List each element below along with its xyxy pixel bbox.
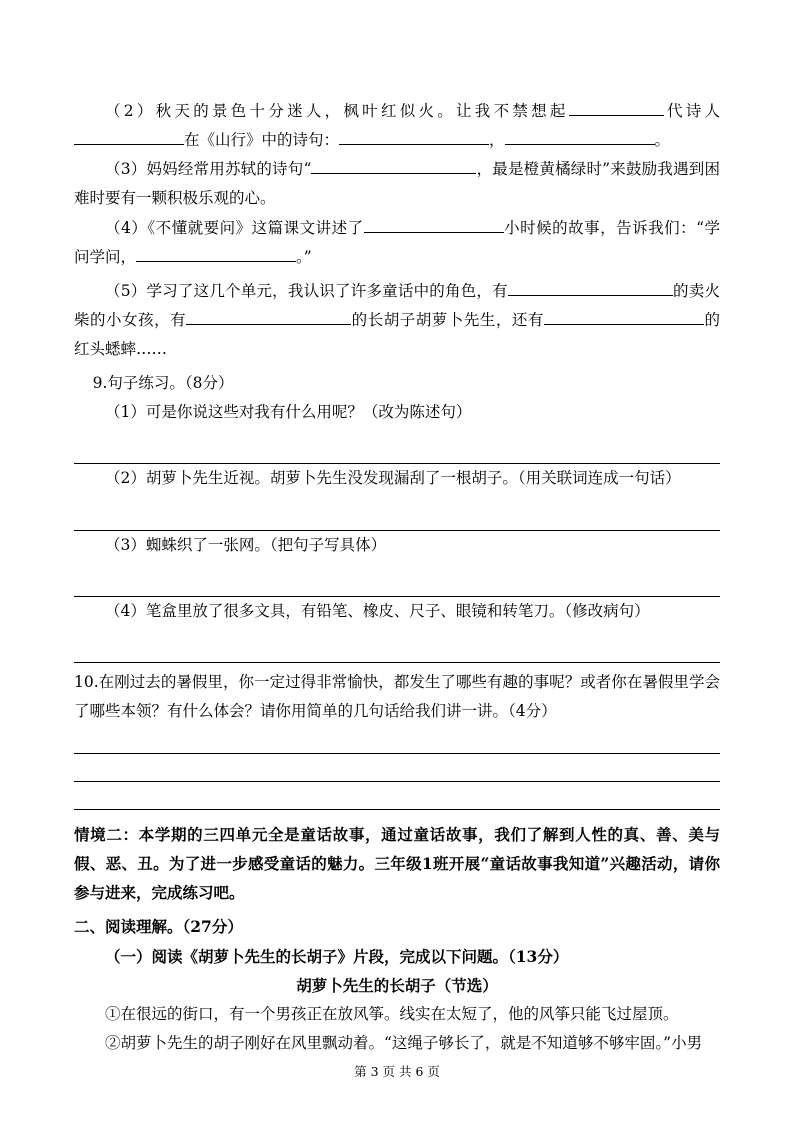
question-text: 的长胡子胡萝卜先生，还有	[351, 310, 544, 329]
answer-blank	[311, 159, 476, 175]
answer-blank	[364, 217, 504, 233]
question-9-item-2: （2）胡萝卜先生近视。胡萝卜先生没发现漏刮了一根胡子。（用关联词连成一句话）	[105, 469, 681, 488]
question-text: （5）学习了这几个单元，我认识了许多童话中的角色，有	[105, 281, 508, 300]
section-2-heading: 二、阅读理解。（27分）	[74, 917, 243, 937]
answer-blank	[136, 246, 296, 262]
question-10-prompt: 10.在刚过去的暑假里，你一定过得非常愉快，都发生了哪些有趣的事呢？或者你在暑假里学会了哪些本领？有什么体会？请你用简单的几句话给我们讲一讲。（4分）	[74, 672, 720, 720]
answer-line	[74, 427, 720, 464]
passage-title: 胡萝卜先生的长胡子（节选）	[296, 975, 498, 995]
question-text: 小时候的故事，告诉我们：“学问学问，	[74, 218, 720, 266]
passage-paragraph-1: ①在很远的街口，有一个男孩正在放风筝。线实在太短了，他的风筝只能飞过屋顶。	[105, 1004, 679, 1023]
fill-blank-question-5	[74, 277, 720, 364]
question-9-item-1: （1）可是你说这些对我有什么用呢？（改为陈述句）	[105, 403, 472, 422]
answer-blank	[569, 101, 664, 117]
question-text: 在《山行》中的诗句：	[184, 131, 340, 150]
question-text: （4）《不懂就要问》这篇课文讲述了	[105, 218, 364, 237]
question-text: ，	[489, 131, 505, 150]
answer-line	[74, 782, 720, 810]
answer-blank	[74, 130, 184, 146]
question-9-item-4: （4）笔盒里放了很多文具，有铅笔、橡皮、尺子、眼镜和转笔刀。（修改病句）	[105, 601, 650, 620]
answer-blank	[505, 130, 655, 146]
question-9-item-3: （3）蜘蛛织了一张网。（把句子写具体）	[105, 535, 387, 554]
scenario-2-intro: 情境二：本学期的三四单元全是童话故事，通过童话故事，我们了解到人性的真、善、美与假、恶、丑。为了进一步感受童话的魅力。三年级1班开展“童话故事我知道”兴趣活动，请你参与进来，完成练习吧。	[74, 825, 720, 903]
fill-blank-question-2	[74, 97, 720, 155]
question-text: （2）秋天的景色十分迷人，枫叶红似火。让我不禁想起	[105, 102, 569, 120]
answer-blank	[186, 309, 351, 325]
answer-line	[74, 494, 720, 531]
passage-paragraph-2: ②胡萝卜先生的胡子刚好在风里飘动着。“这绳子够长了，就是不知道够不够牢固。”小男	[105, 1033, 703, 1052]
section-2-subheading: （一）阅读《胡萝卜先生的长胡子》片段，完成以下问题。（13分）	[105, 946, 569, 966]
fill-blank-question-3	[74, 155, 720, 213]
question-text: 代诗人	[663, 102, 720, 120]
question-text: 。	[654, 131, 671, 150]
page-number-footer: 第 3 页 共 6 页	[354, 1064, 440, 1079]
fill-blank-question-4	[74, 214, 720, 272]
question-9-heading: 9.句子练习。（8分）	[92, 374, 234, 393]
answer-blank	[339, 130, 489, 146]
question-text: 的红头蟋蟀……	[74, 310, 720, 358]
answer-line	[74, 560, 720, 597]
answer-line	[74, 754, 720, 782]
answer-blank	[508, 280, 673, 296]
question-text: 的卖火柴的小女孩，有	[74, 281, 720, 329]
answer-line	[74, 626, 720, 663]
question-text: ，最是橙黄橘绿时”来鼓励我遇到困难时要有一颗积极乐观的心。	[74, 160, 720, 208]
question-text: （3）妈妈经常用苏轼的诗句“	[105, 160, 312, 179]
question-text: 。”	[296, 247, 312, 266]
answer-blank	[544, 309, 704, 325]
answer-line	[74, 726, 720, 754]
